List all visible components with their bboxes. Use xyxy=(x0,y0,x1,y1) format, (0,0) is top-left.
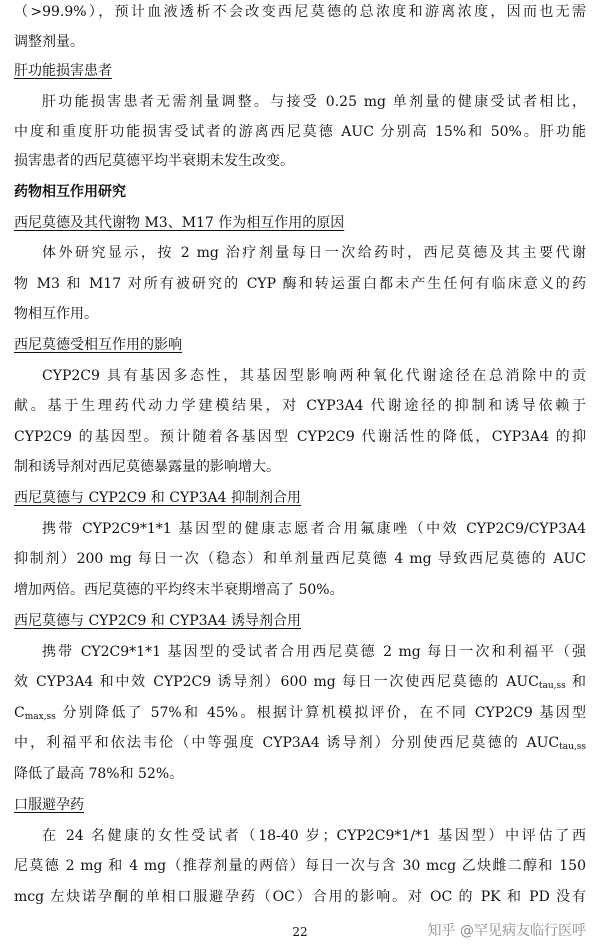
section-heading xyxy=(14,489,586,507)
page-number: 22 xyxy=(292,925,308,939)
line-text: （>99.9%），预计血液透析不会改变西尼莫德的总浓度和游离浓度，因而也无需 xyxy=(14,4,586,20)
line-text: 肝功能损害患者无需剂量调整。与接受 0.25 mg 单剂量的健康受试者相比， xyxy=(42,94,586,110)
paragraph-first-line xyxy=(14,827,586,845)
line-text: 物 M3 和 M17 对所有被研究的 CYP 酶和转运蛋白都未产生任何有临床意义的药 xyxy=(14,276,586,292)
paragraph-first-line xyxy=(14,643,586,661)
paragraph-first-line xyxy=(14,520,586,538)
subscript: tau,ss xyxy=(559,742,586,752)
section-heading xyxy=(14,796,586,814)
body-line xyxy=(14,275,586,293)
body-line xyxy=(14,673,586,691)
line-text-after: 分别降低了 57%和 45%。根据计算机模拟评价，在不同 CYP2C9 基因型 xyxy=(55,705,586,721)
paragraph-first-line xyxy=(14,244,586,262)
body-line xyxy=(14,123,586,141)
paragraph-last-line xyxy=(14,581,586,599)
paragraph-last-line xyxy=(14,305,586,323)
line-text: 口服避孕药 xyxy=(14,797,84,813)
paragraph-last-line xyxy=(14,765,586,783)
line-text: 中度和重度肝功能损害受试者的游离西尼莫德 AUC 分别高 15%和 50%。肝功能 xyxy=(14,124,586,140)
paragraph-first-line xyxy=(14,93,586,111)
line-text: mcg 左炔诺孕酮的单相口服避孕药（OC）合用的影响。对 OC 的 PK 和 PD 没有 xyxy=(14,889,586,905)
line-text: 肝功能损害患者 xyxy=(14,63,112,79)
paragraph-last-line xyxy=(14,458,586,476)
line-text: C xyxy=(14,705,25,721)
subscript: tau,ss xyxy=(538,681,566,691)
section-heading xyxy=(14,214,586,232)
body-line xyxy=(14,397,586,415)
line-text: 效 CYP3A4 和中效 CYP2C9 诱导剂）600 mg 每日一次使西尼莫德的 AUC xyxy=(14,674,539,690)
line-text: CYP2C9 的基因型。预计随着各基因型 CYP2C9 代谢活性的降低，CYP3A4 的抑 xyxy=(14,429,586,445)
line-text: 制和诱导剂对西尼莫德暴露量的影响增大。 xyxy=(14,459,280,475)
body-line xyxy=(14,3,586,21)
line-text: 西尼莫德受相互作用的影响 xyxy=(14,337,182,353)
line-text: 西尼莫德与 CYP2C9 和 CYP3A4 诱导剂合用 xyxy=(14,613,301,629)
line-text: 西尼莫德及其代谢物 M3、M17 作为相互作用的原因 xyxy=(14,215,345,231)
section-heading xyxy=(14,62,586,80)
section-heading xyxy=(14,336,586,354)
line-text: 增加两倍。西尼莫德的平均终末半衰期增高了 50%。 xyxy=(14,582,344,598)
body-line xyxy=(14,734,586,752)
line-text: 携带 CYP2C9*1*1 基因型的健康志愿者合用氟康唑（中效 CYP2C9/CYP3A4 xyxy=(42,521,586,537)
line-text: CYP2C9 具有基因多态性，其基因型影响两种氧化代谢途径在总消除中的贡 xyxy=(42,368,586,384)
paragraph-last-line xyxy=(14,152,586,170)
line-text: 中，利福平和依法韦伦（中等强度 CYP3A4 诱导剂）分别使西尼莫德的 AUC xyxy=(14,735,560,751)
line-text: 西尼莫德与 CYP2C9 和 CYP3A4 抑制剂合用 xyxy=(14,490,301,506)
line-text: 献。基于生理药代动力学建模结果，对 CYP3A4 代谢途径的抑制和诱导依赖于 xyxy=(14,398,586,414)
paragraph-first-line xyxy=(14,367,586,385)
line-text: 抑制剂）200 mg 每日一次（稳态）和单剂量西尼莫德 4 mg 导致西尼莫德的 AUC xyxy=(14,551,586,567)
line-text: 尼莫德 2 mg 和 4 mg（推荐剂量的两倍）每日一次与含 30 mcg 乙炔雌二醇和 150 xyxy=(14,858,586,874)
body-line xyxy=(14,888,586,906)
section-heading xyxy=(14,612,586,630)
body-line xyxy=(14,704,586,722)
line-text: 体外研究显示，按 2 mg 治疗剂量每日一次给药时，西尼莫德及其主要代谢 xyxy=(42,245,586,261)
line-text: 物相互作用。 xyxy=(14,306,98,322)
section-title xyxy=(14,183,586,201)
body-line xyxy=(14,550,586,568)
line-text: 药物相互作用研究 xyxy=(14,184,126,200)
body-line xyxy=(14,428,586,446)
line-text: 降低了最高 78%和 52%。 xyxy=(14,766,184,782)
watermark: 知乎 @罕见病友临行医呼 xyxy=(427,923,586,939)
line-text-after: 和 xyxy=(565,674,586,690)
line-text: 损害患者的西尼莫德平均半衰期未发生改变。 xyxy=(14,153,294,169)
subscript: max,ss xyxy=(24,712,56,722)
paragraph-last-line xyxy=(14,33,586,51)
body-line xyxy=(14,857,586,875)
line-text: 在 24 名健康的女性受试者（18-40 岁；CYP2C9*1/*1 基因型）中评估了西 xyxy=(42,828,586,844)
line-text: 调整剂量。 xyxy=(14,34,84,50)
line-text: 携带 CY2C9*1*1 基因型的受试者合用西尼莫德 2 mg 每日一次和利福平（强 xyxy=(42,644,586,660)
